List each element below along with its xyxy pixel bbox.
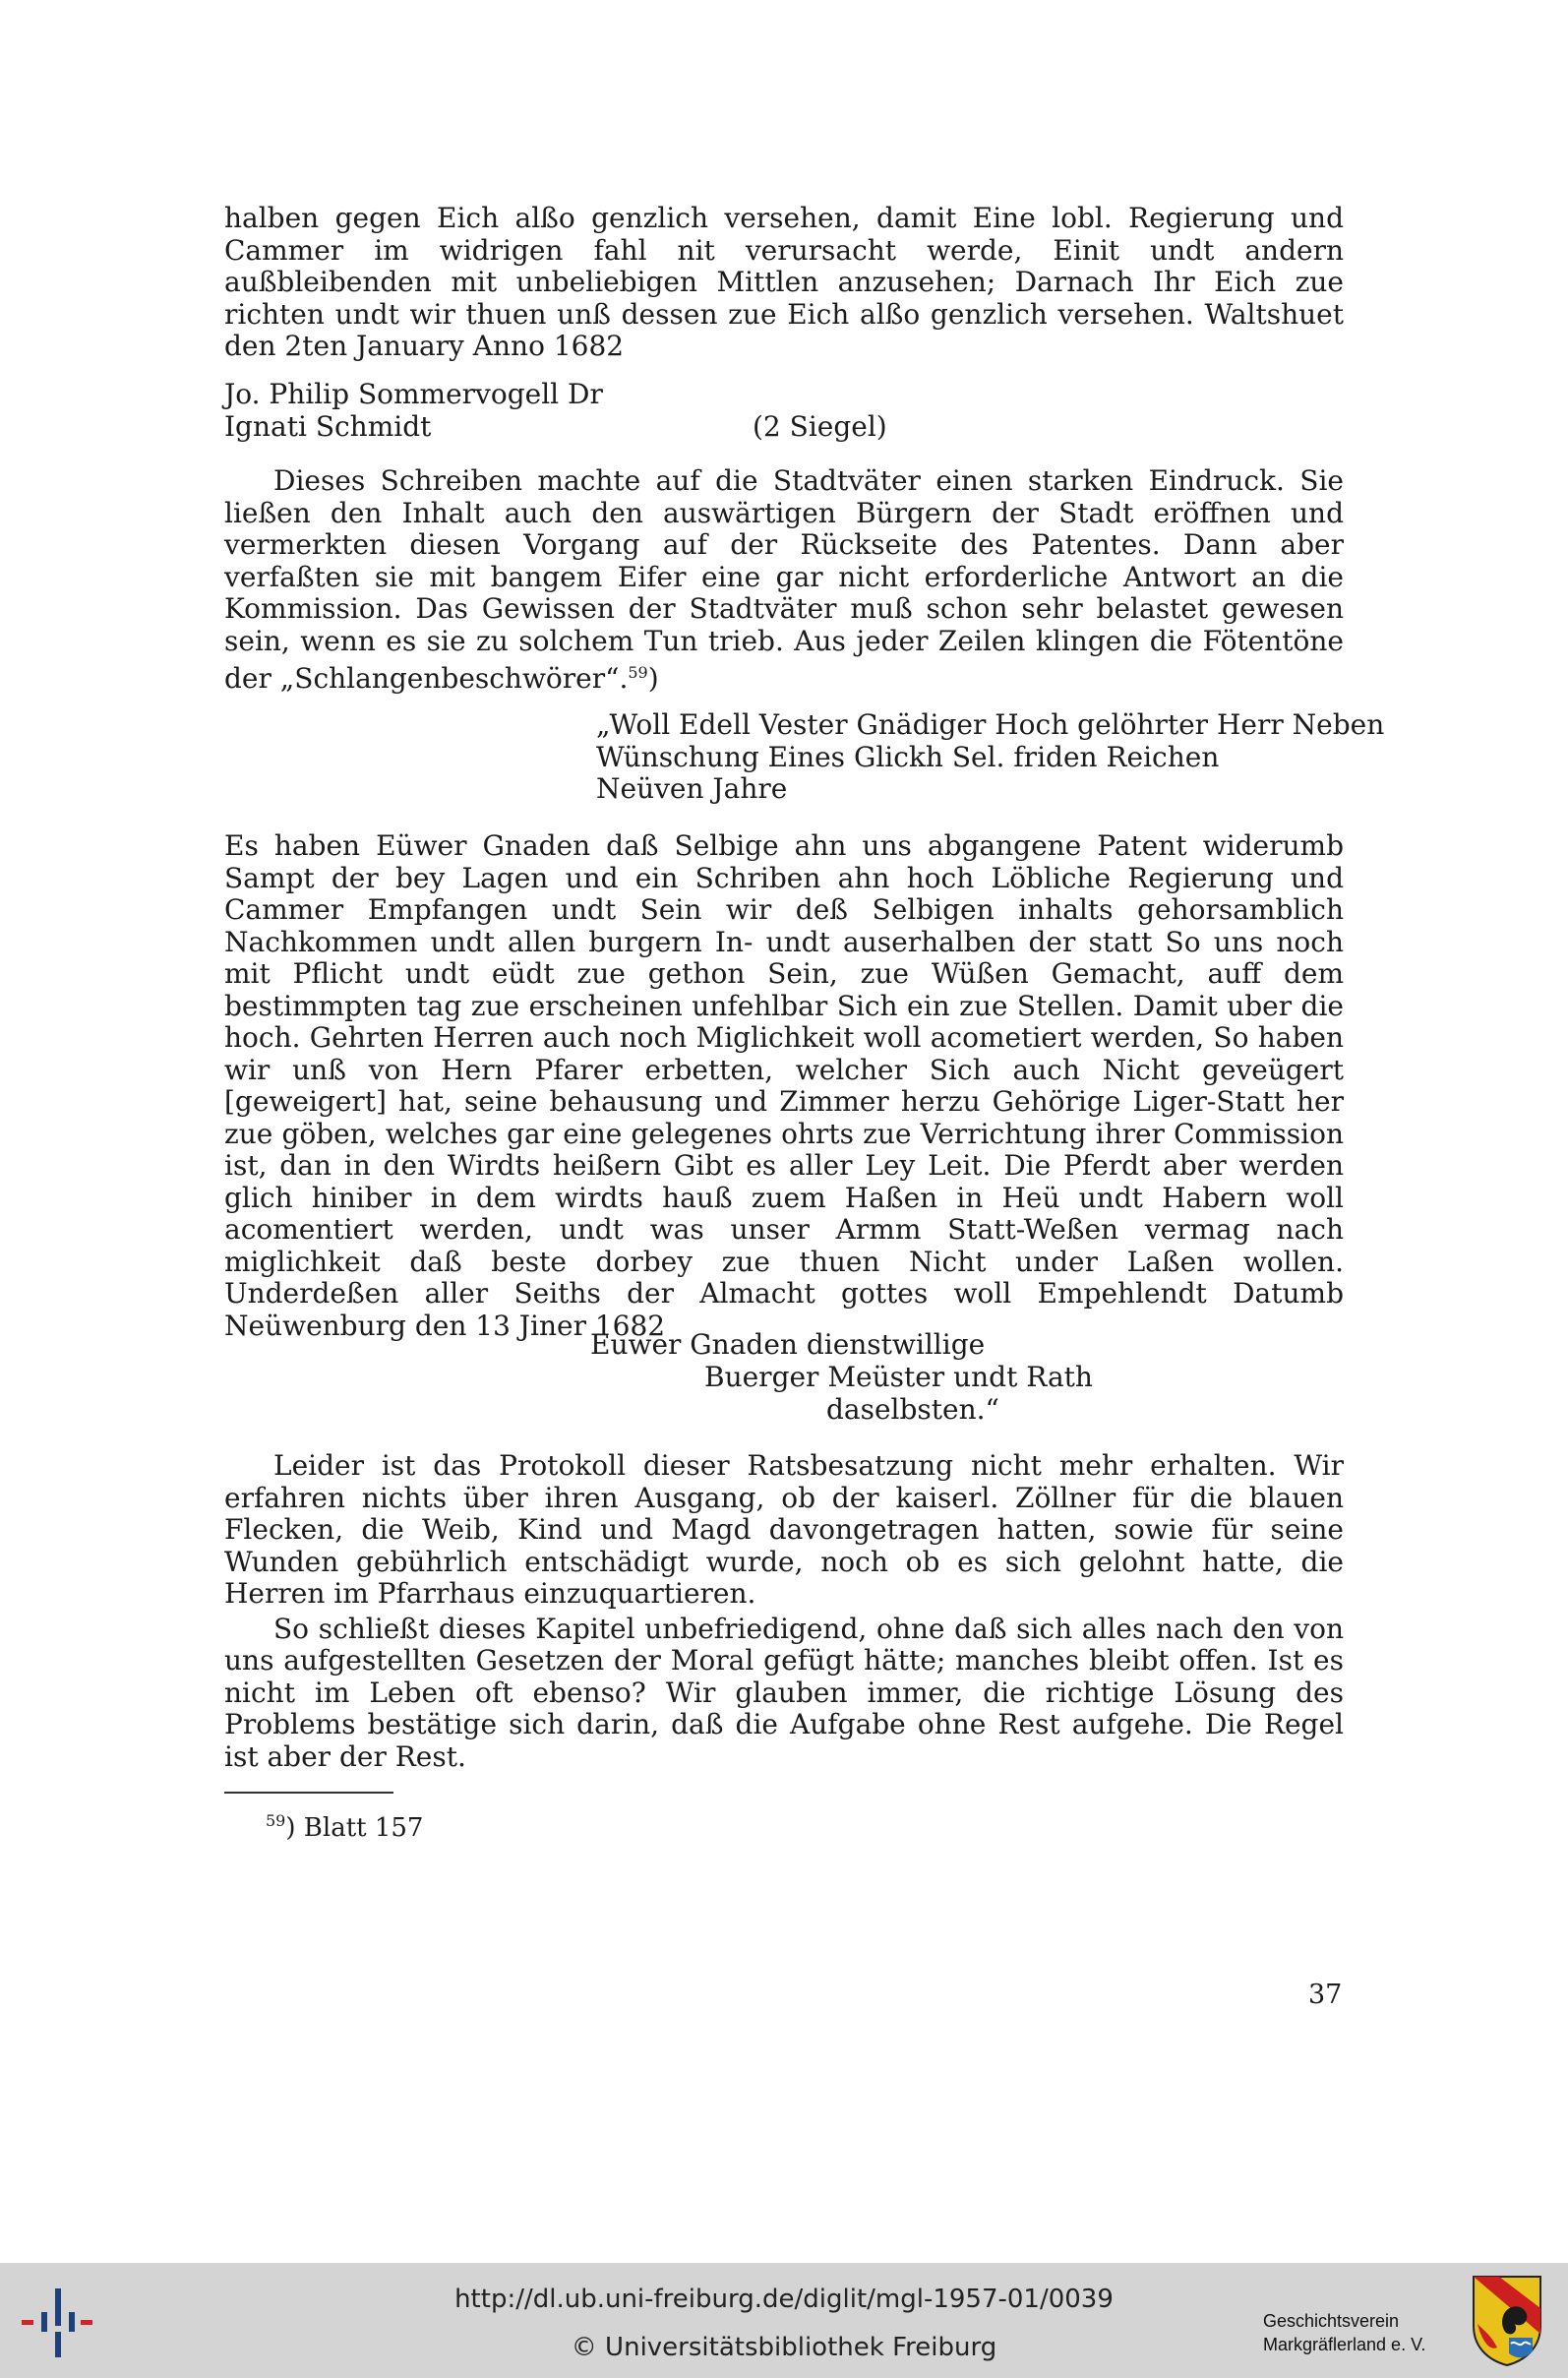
society-name-line-2: Markgräflerland e. V. bbox=[1263, 2335, 1426, 2354]
paragraph-4: So schließt dieses Kapitel unbefriedigend, ohne daß sich alles nach den von uns aufgestellten Gesetzen der Moral gefügt hätte; manches bleibt offen. Ist es nicht im Leben oft ebenso? Wir glauben immer, die richtige Lösung des Problems bestätige sich darin, daß die Aufgabe ohne Rest aufgehe. Die Regel ist aber der Rest. bbox=[224, 1612, 1344, 1773]
footnote-divider bbox=[224, 1792, 393, 1794]
closing-line-2: Buerger Meüster undt Rath bbox=[704, 1361, 1093, 1393]
page-number: 37 bbox=[1308, 1980, 1343, 2010]
letter-ending bbox=[224, 203, 1344, 363]
footer-copyright: © Universitätsbibliothek Freiburg bbox=[571, 2333, 997, 2362]
paragraph-1: halben gegen Eich alßo genzlich versehen, damit Eine lobl. Regierung und Cammer im widrigen fahl nit verursacht werde, Einit undt andern außbleibenden mit unbeliebigen Mittlen anzusehen; Darnach Ihr Eich zue richten undt wir thuen unß dessen zue Eich alßo genzlich versehen. Waltshuet den 2ten January Anno 1682 bbox=[224, 202, 1344, 362]
signature-block bbox=[224, 379, 1344, 444]
quote-heading-line-3: Neüven Jahre bbox=[596, 772, 788, 805]
closing-line-1: Euwer Gnaden dienstwillige bbox=[590, 1328, 986, 1361]
quoted-letter bbox=[224, 830, 1344, 1342]
narrative-block bbox=[224, 465, 1344, 696]
society-name bbox=[1263, 2309, 1425, 2356]
paragraph-2-text: Dieses Schreiben machte auf die Stadtväter einen starken Eindruck. Sie ließen den Inhalt auch den auswärtigen Bürgern der Stadt eröffnen und vermerkten diesen Vorgang auf der Rückseite des Patentes. Dann aber verfaßten sie mit bangem Eifer eine gar nicht erforderliche Antwort an die Kommission. Das Gewissen der Stadtväter muß schon sehr belastet gewesen sein, wenn es sie zu solchem Tun trieb. Aus jeder Zeilen klingen die Fötentöne der „Schlangenbeschwörer“. bbox=[224, 464, 1344, 695]
footnote-text: ) Blatt 157 bbox=[285, 1813, 424, 1843]
society-name-line-1: Geschichtsverein bbox=[1263, 2311, 1400, 2331]
signature-name-1: Jo. Philip Sommervogell Dr bbox=[224, 378, 603, 410]
seal-note: (2 Siegel) bbox=[753, 410, 887, 443]
conclusion-block bbox=[224, 1450, 1344, 1773]
paragraph-2-end: ) bbox=[647, 662, 659, 695]
closing-line-3: daselbsten.“ bbox=[826, 1393, 999, 1426]
coat-of-arms-icon bbox=[1472, 2275, 1542, 2367]
footnote-reference: 59 bbox=[628, 663, 648, 682]
footnote-number: 59 bbox=[266, 1811, 286, 1830]
footer-url-link[interactable]: http://dl.ub.uni-freiburg.de/diglit/mgl-1957-01/0039 bbox=[454, 2285, 1114, 2314]
footnote bbox=[266, 1806, 423, 1843]
quote-heading-line-2: Wünschung Eines Glickh Sel. friden Reichen bbox=[596, 740, 1220, 773]
signature-name-2: Ignati Schmidt bbox=[224, 410, 432, 443]
paragraph-3: Leider ist das Protokoll dieser Ratsbesatzung nicht mehr erhalten. Wir erfahren nichts über ihren Ausgang, ob der kaiserl. Zöllner für die blauen Flecken, die Weib, Kind und Magd davongetragen hatten, sowie für seine Wunden gebührlich entschädigt wurde, noch ob es sich gelohnt hatte, die Herren im Pfarrhaus einzuquartieren. bbox=[224, 1449, 1344, 1610]
quote-heading-line-1: „Woll Edell Vester Gnädiger Hoch gelöhrter Herr Neben bbox=[596, 708, 1385, 741]
quote-body: Es haben Eüwer Gnaden daß Selbige ahn uns abgangene Patent widerumb Sampt der bey Lagen und ein Schriben ahn hoch Löbliche Regierung und Cammer Empfangen undt Sein wir deß Selbigen inhalts gehorsamblich Nachkommen undt allen burgern In- undt auserhalben der statt So uns noch mit Pflicht undt eüdt zue gethon Sein, zue Wüßen Gemacht, auff dem bestimmpten tag zue erscheinen unfehlbar Sich ein zue Stellen. Damit uber die hoch. Gehrten Herren auch noch Miglichkeit woll acometiert werden, So haben wir unß von Hern Pfarer erbetten, welcher Sich auch Nicht geveügert [geweigert] hat, seine behausung und Zimmer herzu Gehörige Liger-Statt her zue göben, welches gar eine gelegenes ohrts zue Verrichtung ihrer Commission ist, dan in den Wirdts heißern Gibt es aller Ley Leit. Die Pferdt aber werden glich hiniber in dem wirdts hauß zuem Haßen in Heü undt Habern woll acomentiert werden, undt was unser Armm Statt-Weßen vermag nach miglichkeit daß beste dorbey zue thuen Nicht under Laßen wollen. Underdeßen aller Seiths der Almacht gottes woll Empehlendt Datumb Neüwenburg den 13 Jiner 1682 bbox=[224, 829, 1344, 1342]
paragraph-2 bbox=[224, 465, 1344, 696]
